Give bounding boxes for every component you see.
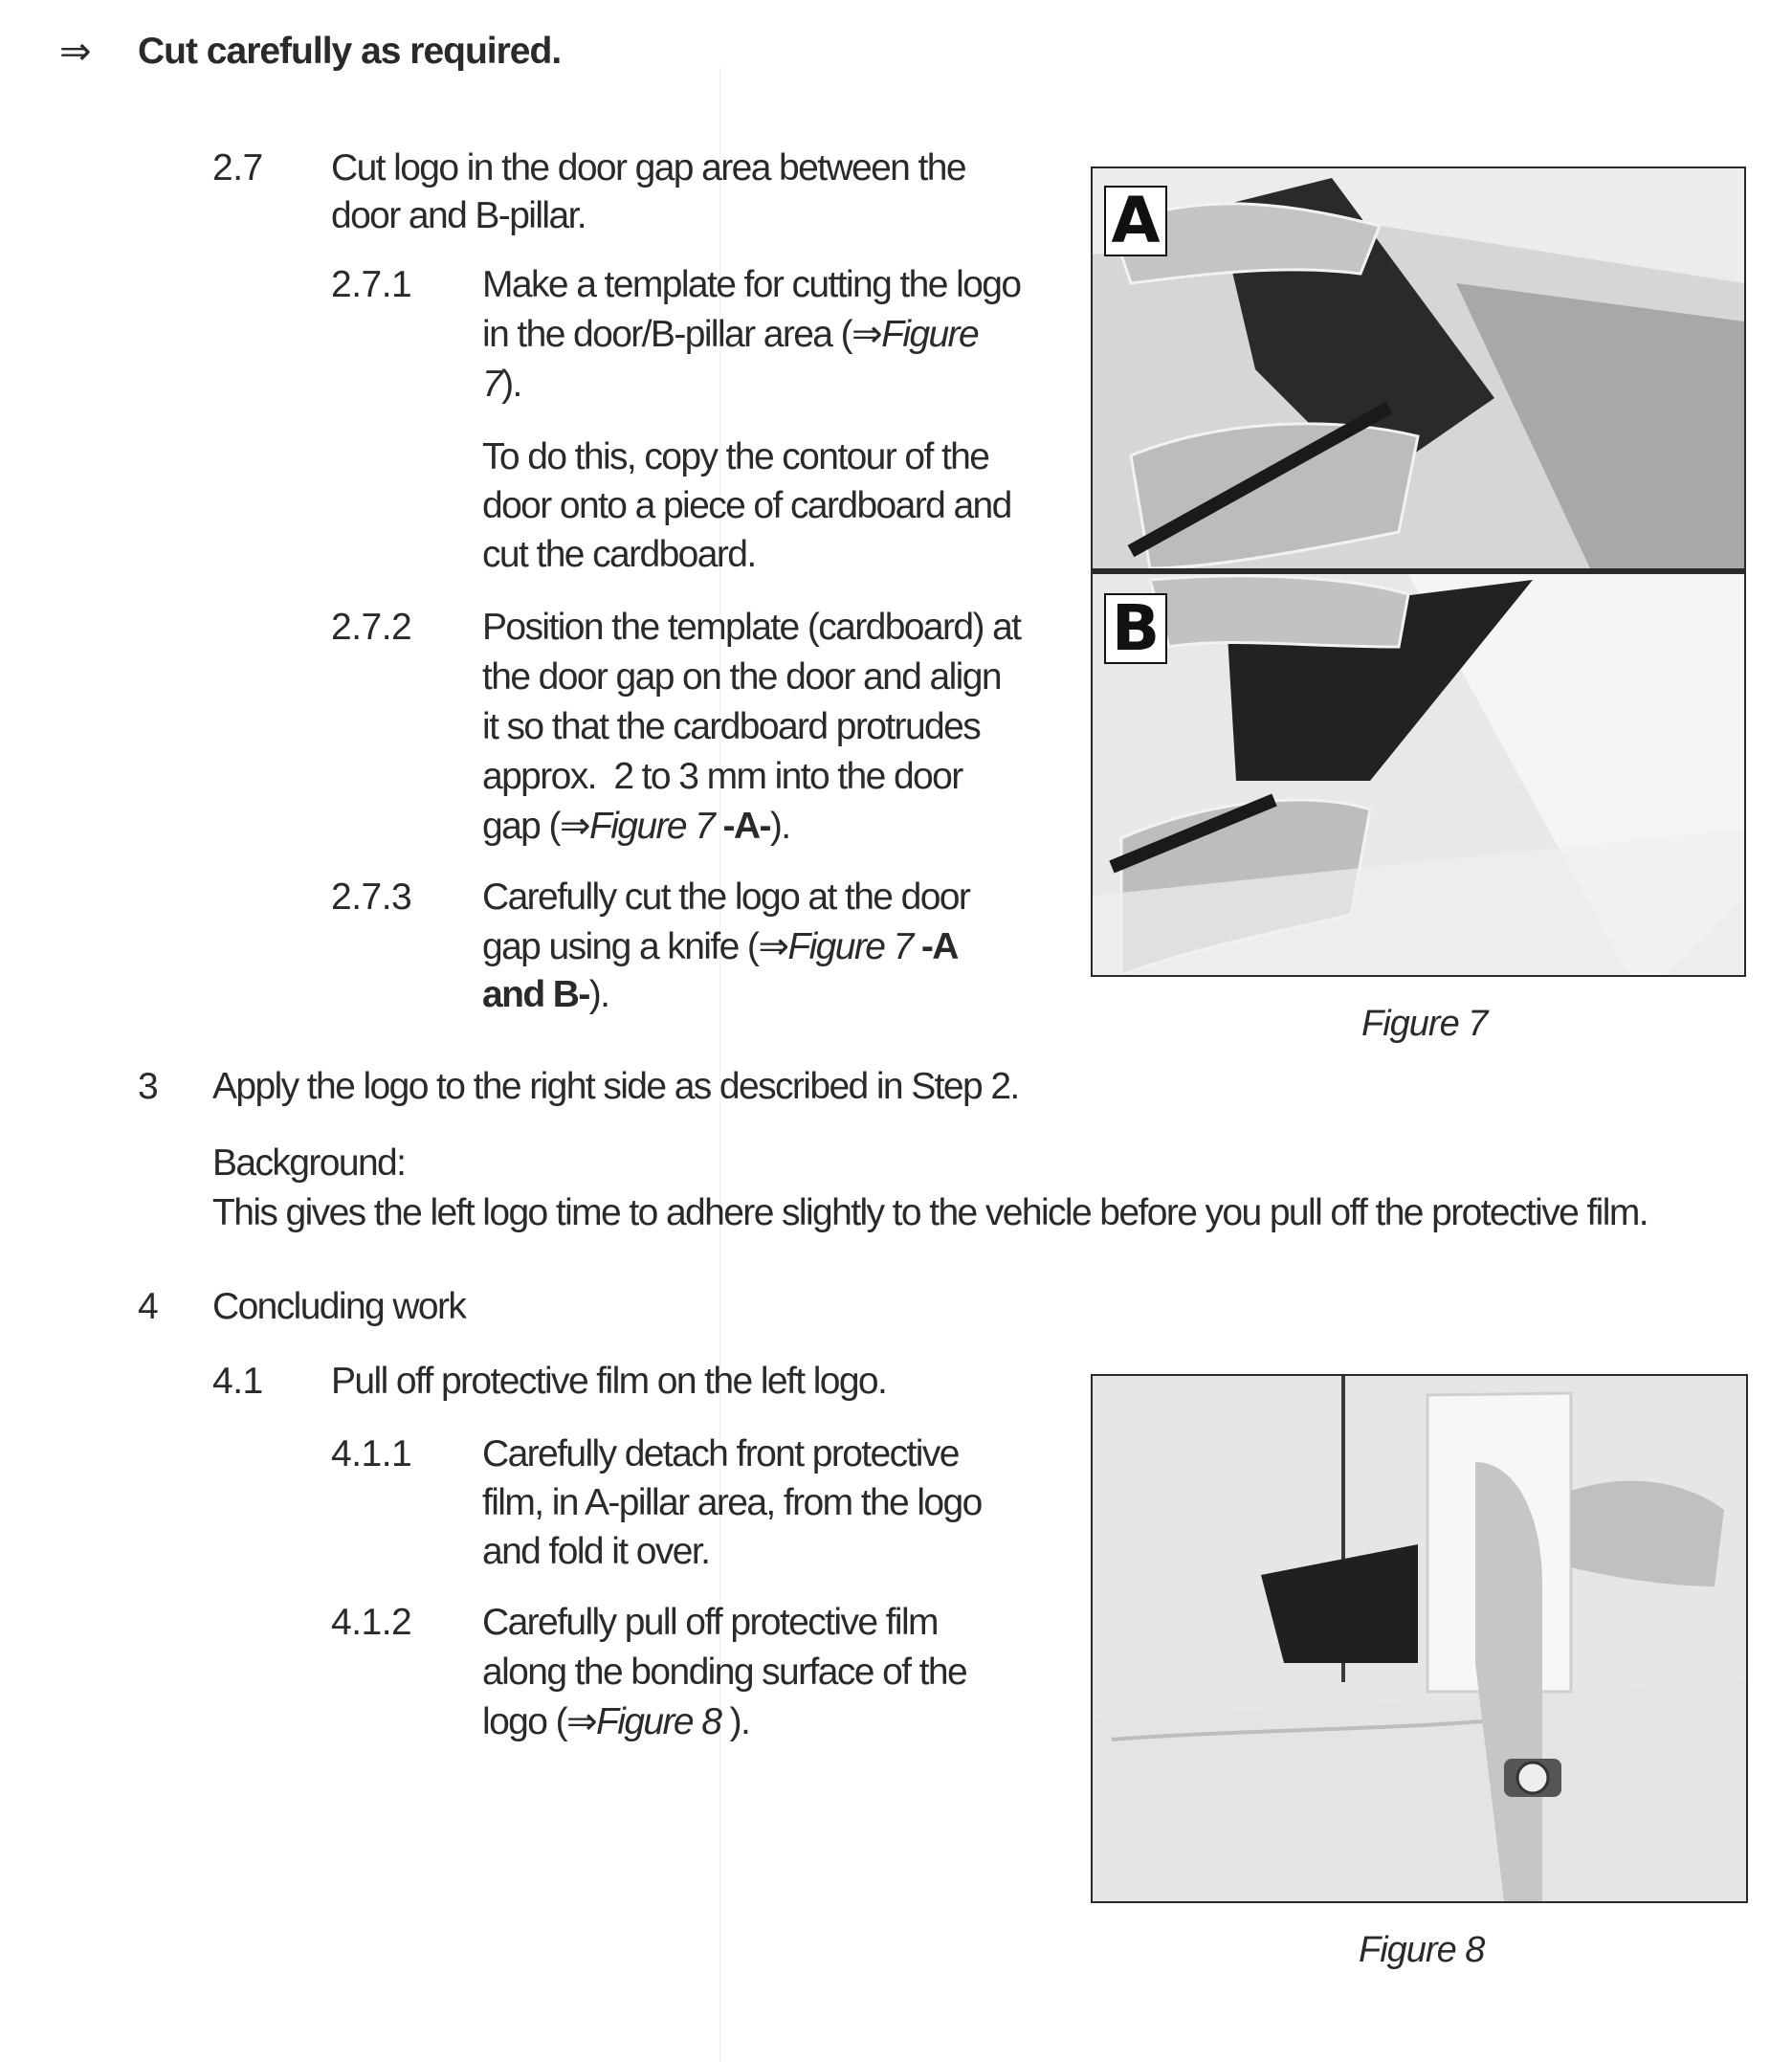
step-2-7-1-line-1: Make a template for cutting the logo bbox=[482, 264, 1021, 305]
step-2-7-3-line-2: gap using a knife (⇒Figure 7 -A bbox=[482, 926, 958, 967]
step-number-4-1-2: 4.1.2 bbox=[331, 1602, 412, 1643]
figure-7-image bbox=[1091, 166, 1746, 977]
arrow-icon: ⇒ bbox=[758, 926, 788, 967]
figure-7-panel-label-a: A bbox=[1104, 186, 1167, 256]
step-4-1-2-line-1: Carefully pull off protective film bbox=[482, 1602, 938, 1643]
step-4-1-text: Pull off protective film on the left logo. bbox=[331, 1361, 887, 1402]
step-2-7-3-line-1: Carefully cut the logo at the door bbox=[482, 876, 970, 918]
step-2-7-3-line-3: and B-). bbox=[482, 974, 609, 1015]
step-number-2-7-3: 2.7.3 bbox=[331, 876, 412, 918]
step-number-2-7-1: 2.7.1 bbox=[331, 264, 412, 305]
step-4-1-2-line-2: along the bonding surface of the bbox=[482, 1652, 967, 1693]
figure-7-reference[interactable]: Figure 7 bbox=[787, 926, 913, 967]
step-4-1-1-line-2: film, in A-pillar area, from the logo bbox=[482, 1482, 982, 1523]
header-instruction: Cut carefully as required. bbox=[138, 31, 562, 72]
step-2-7-1-line-2: in the door/B-pillar area (⇒Figure bbox=[482, 314, 979, 355]
figure-7-illustration bbox=[1093, 168, 1744, 975]
step-number-4-1-1: 4.1.1 bbox=[331, 1433, 412, 1474]
step-2-7-1-note-line-1: To do this, copy the contour of the bbox=[482, 436, 989, 477]
step-2-7-2-line-5: gap (⇒Figure 7 -A-). bbox=[482, 806, 790, 847]
step-number-2-7-2: 2.7.2 bbox=[331, 607, 412, 648]
step-number-4: 4 bbox=[138, 1286, 159, 1327]
step-number-3: 3 bbox=[138, 1066, 159, 1107]
arrow-icon: ⇒ bbox=[559, 806, 589, 847]
background-label: Background: bbox=[212, 1142, 406, 1184]
step-2-7-2-line-4: approx. 2 to 3 mm into the door bbox=[482, 756, 962, 797]
step-4-1-2-line-3: logo (⇒Figure 8 ). bbox=[482, 1701, 750, 1742]
figure-7-reference-number: 7 bbox=[482, 364, 502, 405]
step-4-1-1-line-3: and fold it over. bbox=[482, 1531, 710, 1572]
step-2-7-1-note-line-3: cut the cardboard. bbox=[482, 534, 756, 575]
figure-8-reference[interactable]: Figure 8 bbox=[596, 1701, 721, 1742]
figure-7-reference[interactable]: Figure 7 bbox=[588, 806, 715, 847]
step-number-4-1: 4.1 bbox=[212, 1361, 263, 1402]
step-number-2-7: 2.7 bbox=[212, 147, 263, 188]
step-3-text: Apply the logo to the right side as described in Step 2. bbox=[212, 1066, 1019, 1107]
figure-7-reference[interactable]: Figure bbox=[881, 314, 979, 355]
step-2-7-2-line-2: the door gap on the door and align bbox=[482, 656, 1001, 698]
arrow-icon: ⇒ bbox=[59, 31, 92, 73]
step-2-7-2-line-1: Position the template (cardboard) at bbox=[482, 607, 1021, 648]
arrow-icon: ⇒ bbox=[565, 1701, 597, 1742]
step-2-7-2-line-3: it so that the cardboard protrudes bbox=[482, 706, 981, 747]
arrow-icon: ⇒ bbox=[852, 314, 882, 355]
step-2-7-line-2: door and B-pillar. bbox=[331, 195, 586, 236]
step-4-1-1-line-1: Carefully detach front protective bbox=[482, 1433, 959, 1474]
figure-8-caption: Figure 8 bbox=[1359, 1930, 1485, 1970]
step-4-text: Concluding work bbox=[212, 1286, 466, 1327]
figure-7-caption: Figure 7 bbox=[1361, 1004, 1488, 1044]
step-2-7-1-note-line-2: door onto a piece of cardboard and bbox=[482, 485, 1011, 526]
step-2-7-1-line-3: 7). bbox=[482, 364, 521, 405]
figure-8-image bbox=[1091, 1374, 1748, 1903]
background-text: This gives the left logo time to adhere slightly to the vehicle before you pull off the protective film. bbox=[212, 1192, 1648, 1233]
step-2-7-line-1: Cut logo in the door gap area between the bbox=[331, 147, 965, 188]
figure-7-panel-label-b: B bbox=[1104, 593, 1167, 664]
figure-8-illustration bbox=[1093, 1376, 1746, 1901]
